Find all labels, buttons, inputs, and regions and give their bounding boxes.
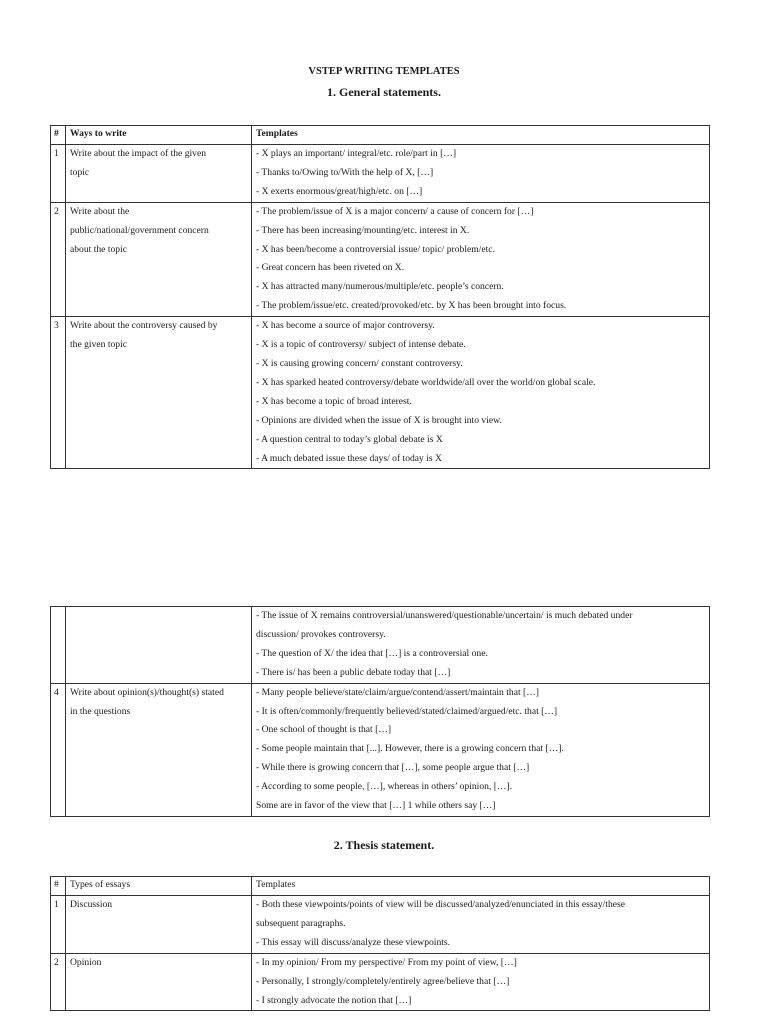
header-templates: Templates (252, 126, 710, 145)
row-number: 2 (51, 202, 66, 316)
template-line: - X has attracted many/numerous/multiple/etc. people’s concern. (256, 281, 504, 293)
ways-line: Write about the controversy caused by (70, 320, 218, 332)
template-line: - X plays an important/ integral/etc. role/part in […] (256, 148, 457, 159)
templates-cell (252, 202, 710, 316)
header-number: # (51, 126, 66, 145)
table-header-row (51, 877, 710, 896)
templates-cell (252, 896, 710, 954)
template-line: - There is/ has been a public debate today that […] (256, 666, 451, 678)
template-line: subsequent paragraphs. (256, 917, 346, 929)
row-number: 1 (51, 145, 66, 203)
template-line: - Opinions are divided when the issue of X is brought into view. (256, 414, 502, 426)
ways-line: in the questions (70, 705, 131, 717)
template-line: - X has sparked heated controversy/debate worldwide/all over the world/on global scale. (256, 376, 596, 388)
templates-cell (252, 953, 710, 1011)
table-row (51, 607, 710, 684)
table-header-row (51, 126, 710, 145)
document-title: VSTEP WRITING TEMPLATES (308, 66, 460, 77)
section-heading-general-statements: 1. General statements. (327, 85, 441, 99)
row-number (51, 607, 66, 684)
general-statements-table-continued (50, 606, 710, 817)
template-line: - A much debated issue these days/ of today is X (256, 452, 442, 464)
template-line: - X exerts enormous/great/high/etc. on […] (256, 185, 423, 197)
template-line: - Personally, I strongly/completely/entirely agree/believe that […] (256, 975, 510, 987)
thesis-statement-table (50, 876, 710, 1011)
template-line: - According to some people, […], whereas in others’ opinion, […]. (256, 781, 513, 793)
template-line: - X has become a source of major controversy. (256, 320, 435, 332)
template-line: - X is causing growing concern/ constant controversy. (256, 357, 463, 369)
ways-cell (66, 683, 252, 816)
table-row (51, 202, 710, 316)
ways-cell (66, 317, 252, 469)
template-line: - Both these viewpoints/points of view will be discussed/analyzed/enunciated in this essay/these (256, 899, 626, 910)
ways-line: Discussion (70, 899, 113, 910)
table-row (51, 953, 710, 1011)
header-types-of-essays: Types of essays (66, 877, 252, 896)
ways-line: public/national/government concern (70, 224, 209, 236)
template-line: - The issue of X remains controversial/unanswered/questionable/uncertain/ is much debated under (256, 610, 633, 621)
ways-cell (66, 145, 252, 203)
templates-cell (252, 317, 710, 469)
header-number: # (51, 877, 66, 896)
row-number: 4 (51, 683, 66, 816)
template-line: - The problem/issue/etc. created/provoked/etc. by X has been brought into focus. (256, 300, 567, 312)
ways-line: about the topic (70, 243, 128, 255)
templates-cell (252, 145, 710, 203)
template-line: - The problem/issue of X is a major concern/ a cause of concern for […] (256, 205, 534, 217)
ways-line: the given topic (70, 339, 128, 351)
template-line: - While there is growing concern that […], some people argue that […] (256, 762, 530, 774)
general-statements-table (50, 125, 710, 469)
row-number: 2 (51, 953, 66, 1011)
template-line: - X has been/become a controversial issue/ topic/ problem/etc. (256, 243, 495, 255)
ways-cell (66, 953, 252, 1011)
template-line: - In my opinion/ From my perspective/ From my point of view, […] (256, 956, 517, 968)
header-ways-to-write: Ways to write (66, 126, 252, 145)
template-line: Some are in favor of the view that […] 1 while others say […] (256, 800, 496, 812)
ways-line: Write about opinion(s)/thought(s) stated (70, 686, 224, 698)
ways-cell (66, 202, 252, 316)
ways-line: Write about the (70, 205, 130, 217)
template-line: - There has been increasing/mounting/etc. interest in X. (256, 224, 470, 236)
ways-line: Opinion (70, 956, 102, 968)
section-heading-thesis-statement: 2. Thesis statement. (333, 838, 435, 852)
ways-cell (66, 607, 252, 684)
row-number: 3 (51, 317, 66, 469)
template-line: - Some people maintain that [...]. However, there is a growing concern that […]. (256, 743, 564, 755)
template-line: - One school of thought is that […] (256, 724, 392, 736)
template-line: - This essay will discuss/analyze these viewpoints. (256, 936, 451, 948)
template-line: - A question central to today’s global debate is X (256, 433, 443, 445)
templates-cell (252, 683, 710, 816)
ways-cell (66, 896, 252, 954)
template-line: - It is often/commonly/frequently believed/stated/claimed/argued/etc. that […] (256, 705, 558, 717)
template-line: - I strongly advocate the notion that […] (256, 994, 412, 1006)
template-line: discussion/ provokes controversy. (256, 628, 386, 640)
table-row (51, 683, 710, 816)
template-line: - X has become a topic of broad interest. (256, 395, 412, 407)
ways-line: topic (70, 166, 90, 178)
template-line: - Great concern has been riveted on X. (256, 262, 405, 274)
template-line: - Many people believe/state/claim/argue/contend/assert/maintain that […] (256, 686, 540, 698)
template-line: - X is a topic of controversy/ subject of intense debate. (256, 339, 466, 351)
templates-cell (252, 607, 710, 684)
table-row (51, 145, 710, 203)
header-templates: Templates (252, 877, 710, 896)
template-line: - Thanks to/Owing to/With the help of X, […] (256, 166, 434, 178)
template-line: - The question of X/ the idea that […] is a controversial one. (256, 647, 488, 659)
table-row (51, 896, 710, 954)
ways-line: Write about the impact of the given (70, 148, 207, 159)
row-number: 1 (51, 896, 66, 954)
table-row (51, 317, 710, 469)
